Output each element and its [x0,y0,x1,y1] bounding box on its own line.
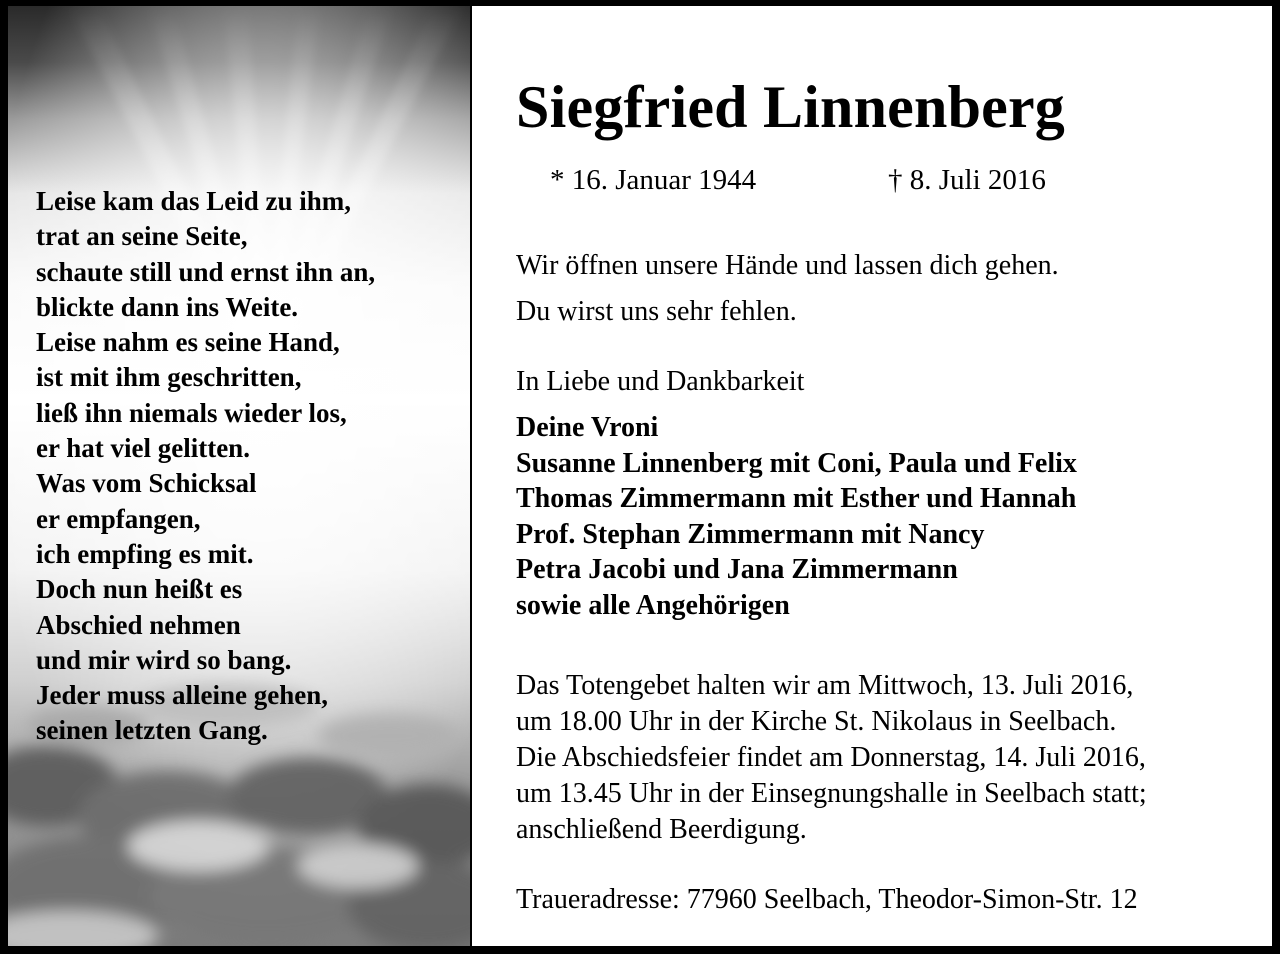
sky-image-panel [8,6,470,946]
poem-line: ließ ihn niemals wieder los, [36,397,347,428]
service-line: Das Totengebet halten wir am Mittwoch, 13. Juli 2016, [516,670,1134,701]
mourners-list [516,410,1077,623]
mourning-address: Traueradresse: 77960 Seelbach, Theodor-Simon-Str. 12 [516,884,1138,915]
mourner-entry: Deine Vroni [516,412,659,443]
poem-line: Leise kam das Leid zu ihm, [36,186,352,216]
poem-line: und mir wird so bang. [36,644,292,675]
gratitude-line: In Liebe und Dankbarkeit [516,366,805,397]
poem-line: er empfangen, [36,503,201,534]
farewell-quote-line: Du wirst uns sehr fehlen. [516,296,797,327]
mourner-entry: sowie alle Angehörigen [516,589,790,621]
death-date: † 8. Juli 2016 [888,164,1046,196]
poem-line: Doch nun heißt es [36,574,243,605]
poem-line: seinen letzten Gang. [36,715,268,746]
funeral-service-info [516,668,1147,848]
service-line: anschließend Beerdigung. [516,814,807,845]
mourner-entry: Susanne Linnenberg mit Coni, Paula und Felix [516,447,1077,479]
poem-line: ich empfing es mit. [36,538,254,569]
service-line: um 13.45 Uhr in der Einsegnungshalle in Seelbach statt; [516,778,1147,809]
mourner-entry: Petra Jacobi und Jana Zimmermann [516,554,958,585]
deceased-name: Siegfried Linnenberg [516,74,1066,140]
birth-date: * 16. Januar 1944 [550,164,757,196]
poem-line: er hat viel gelitten. [36,433,250,464]
service-line: um 18.00 Uhr in der Kirche St. Nikolaus in Seelbach. [516,706,1117,737]
farewell-quote-line: Wir öffnen unsere Hände und lassen dich gehen. [516,250,1059,281]
poem-line: ist mit ihm geschritten, [36,362,302,393]
poem-line: Leise nahm es seine Hand, [36,327,340,358]
poem-line: trat an seine Seite, [36,221,248,252]
poem-line: Was vom Schicksal [36,468,257,499]
poem-line: Abschied nehmen [36,609,241,640]
service-line: Die Abschiedsfeier findet am Donnerstag, 14. Juli 2016, [516,742,1146,773]
poem-line: schaute still und ernst ihn an, [36,256,376,287]
mourner-entry: Thomas Zimmermann mit Esther und Hannah [516,483,1077,514]
poem-line: Jeder muss alleine gehen, [36,680,328,711]
poem [36,184,375,749]
poem-line: blickte dann ins Weite. [36,291,299,322]
mourner-entry: Prof. Stephan Zimmermann mit Nancy [516,518,985,550]
